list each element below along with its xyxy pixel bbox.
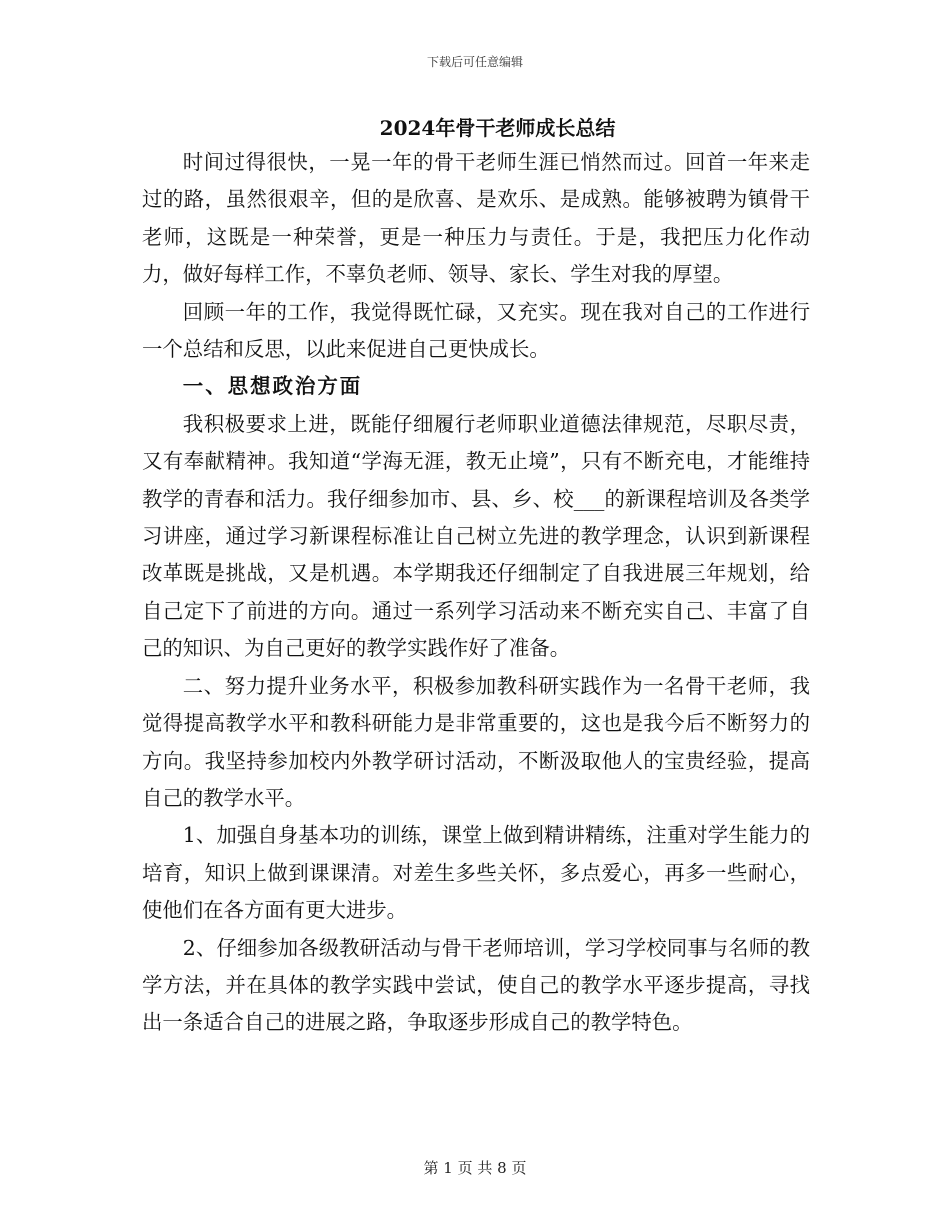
paragraph-item-two: 2、仔细参加各级教研活动与骨干老师培训，学习学校同事与名师的教学方法，并在具体的教学实践中尝试，使自己的教学水平逐步提高，寻找出一条适合自己的进展之路，争取逐步形成自己的教学特色。 (142, 935, 810, 1035)
paragraph-review: 回顾一年的工作，我觉得既忙碌，又充实。现在我对自己的工作进行一个总结和反思，以此来促进自己更快成长。 (142, 299, 810, 362)
paragraph-ideology: 我积极要求上进，既能仔细履行老师职业道德法律规范，尽职尽责，又有奉献精神。我知道“学海无涯，教无止境”，只有不断充电，才能维持教学的青春和活力。我仔细参加市、县、乡、校___的新课程培训及各类学习讲座，通过学习新课程标准让自己树立先进的教学理念，认识到新课程改革既是挑战，又是机遇。本学期我还仔细制定了自我进展三年规划，给自己定下了前进的方向。通过一系列学习活动来不断充实自己、丰富了自己的知识、为自己更好的教学实践作好了准备。 (142, 411, 810, 661)
document-body (142, 144, 810, 1042)
page-number: 第 1 页 共 8 页 (423, 1159, 527, 1177)
paragraph-section-two: 二、努力提升业务水平，积极参加教科研实践作为一名骨干老师，我觉得提高教学水平和教科研能力是非常重要的，这也是我今后不断努力的方向。我坚持参加校内外教学研讨活动，不断汲取他人的宝贵经验，提高自己的教学水平。 (142, 673, 810, 810)
download-note: 下载后可任意编辑 (426, 55, 523, 69)
document-title: 2024年骨干老师成长总结 (379, 116, 616, 140)
paragraph-intro: 时间过得很快，一晃一年的骨干老师生涯已悄然而过。回首一年来走过的路，虽然很艰辛，但的是欣喜、是欢乐、是成熟。能够被聘为镇骨干老师，这既是一种荣誉，更是一种压力与责任。于是，我把压力化作动力，做好每样工作，不辜负老师、领导、家长、学生对我的厚望。 (142, 150, 810, 287)
paragraph-item-one: 1、加强自身基本功的训练，课堂上做到精讲精练，注重对学生能力的培育，知识上做到课课清。对差生多些关怀，多点爱心，再多一些耐心，使他们在各方面有更大进步。 (142, 823, 810, 923)
section-heading-ideology: 一、思想政治方面 (182, 374, 363, 399)
